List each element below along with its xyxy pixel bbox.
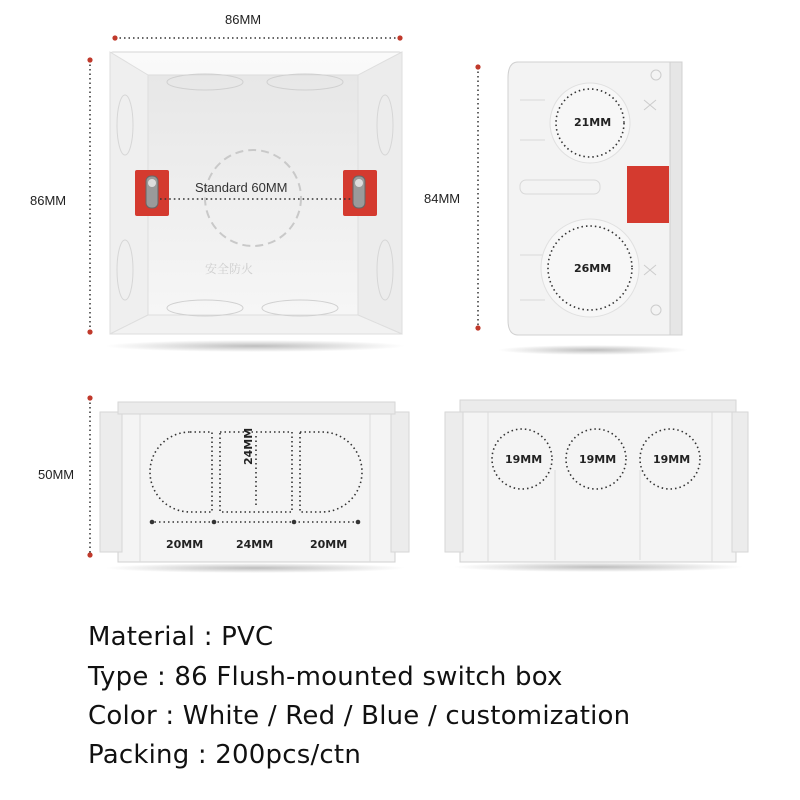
side-height-label: 84MM xyxy=(424,191,461,206)
emboss-text: 安全防火 xyxy=(205,262,254,276)
front-width-label: 86MM xyxy=(225,12,262,27)
front-view-box xyxy=(105,52,405,352)
bottom-left-dimension-line xyxy=(87,395,92,557)
hole-21mm-label: 21MM xyxy=(574,116,612,129)
hole-19mm-left-label: 19MM xyxy=(505,453,543,466)
width-20mm-right-label: 20MM xyxy=(310,538,348,551)
hole-19mm-center-label: 19MM xyxy=(579,453,617,466)
width-24mm-label: 24MM xyxy=(236,538,274,551)
vertical-24mm-label: 24MM xyxy=(242,427,255,465)
side-dimension-line xyxy=(475,64,480,330)
spec-color: Color : White / Red / Blue / customization xyxy=(88,701,631,731)
bottom-right-box xyxy=(445,400,748,572)
side-red-tab xyxy=(627,166,669,223)
bottom-height-label: 50MM xyxy=(38,467,75,482)
standard-size-label: Standard 60MM xyxy=(195,180,288,195)
hole-19mm-right-label: 19MM xyxy=(653,453,691,466)
spec-packing: Packing : 200pcs/ctn xyxy=(88,740,361,770)
front-height-label: 86MM xyxy=(30,193,67,208)
spec-type: Type : 86 Flush-mounted switch box xyxy=(88,662,563,692)
spec-material: Material : PVC xyxy=(88,622,274,652)
side-view-box xyxy=(498,62,688,355)
hole-26mm-label: 26MM xyxy=(574,262,612,275)
width-20mm-left-label: 20MM xyxy=(166,538,204,551)
